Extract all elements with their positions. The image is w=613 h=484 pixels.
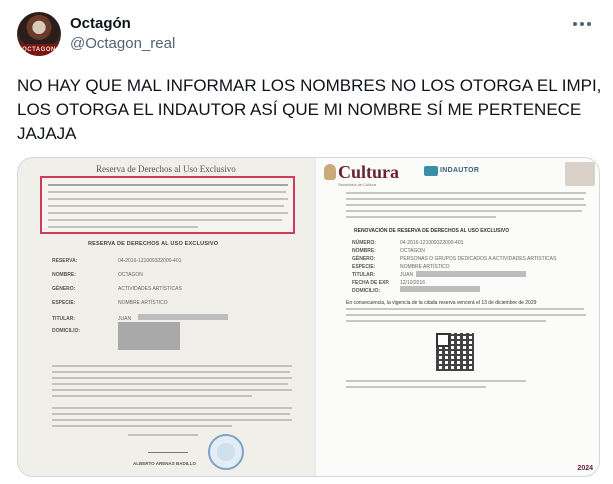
left-document [18, 158, 314, 477]
field-value: PERSONAS O GRUPOS DEDICADOS A ACTIVIDADES ARTÍSTICAS [400, 256, 557, 262]
redaction [416, 271, 526, 277]
handle[interactable]: @Octagon_real [70, 35, 176, 52]
field-label: NOMBRE: [52, 272, 76, 278]
field-value: JUAN [118, 316, 132, 322]
author-block [70, 14, 175, 54]
redaction [138, 314, 228, 320]
left-doc-subheader: RESERVA DE DERECHOS AL USO EXCLUSIVO [88, 241, 219, 247]
field-value: JUAN [400, 272, 414, 278]
display-name[interactable]: Octagón [70, 15, 131, 32]
avatar-text: OCTAGON [22, 47, 56, 53]
field-label: NOMBRE: [352, 248, 376, 254]
left-doc-header: Reserva de Derechos al Uso Exclusivo [96, 164, 236, 174]
field-label: ESPECIE: [52, 300, 76, 306]
field-value: 04-2016-121009322000-401 [400, 240, 464, 246]
redaction [400, 286, 480, 292]
renewal-text: En consecuencia, la vigencia de la citada reserva vencerá el 13 de diciembre de 2029 [346, 300, 537, 306]
field-value: 04-2016-121009322000-401 [118, 258, 182, 264]
field-label: RESERVA: [52, 258, 78, 264]
field-value: NOMBRE ARTÍSTICO [400, 264, 450, 270]
field-label: FECHA DE EXP. [352, 280, 390, 286]
media-image[interactable] [17, 157, 600, 477]
indautor-logo-icon [424, 166, 438, 176]
field-label: TITULAR: [52, 316, 76, 322]
cultura-logo-sub: Secretaría de Cultura [338, 182, 377, 187]
cultura-logo: Cultura [338, 162, 400, 182]
highlighted-paragraph [40, 176, 295, 234]
field-label: DOMICILIO: [352, 288, 381, 294]
field-label: GÉNERO: [352, 256, 376, 262]
official-seal [208, 434, 244, 470]
more-options-icon[interactable] [567, 14, 597, 34]
field-label: ESPECIE: [352, 264, 376, 270]
redaction [118, 322, 180, 350]
tweet-text: NO HAY QUE MAL INFORMAR LOS NOMBRES NO LOS OTORGA EL IMPI, LOS OTORGA EL INDAUTOR ASÍ QUE MI NOMBRE SÍ ME PERTENECE JAJAJA [17, 76, 602, 143]
field-value: ACTIVIDADES ARTÍSTICAS [118, 286, 182, 292]
field-label: TITULAR: [352, 272, 376, 278]
signature [148, 441, 188, 453]
field-label: DOMICILIO: [52, 328, 81, 334]
avatar-band [17, 44, 61, 56]
cultura-logo-icon [324, 164, 336, 180]
field-label: NÚMERO: [352, 240, 376, 246]
field-value: NOMBRE ARTÍSTICO [118, 300, 168, 306]
right-doc-section-title: RENOVACIÓN DE RESERVA DE DERECHOS AL USO EXCLUSIVO [354, 228, 510, 234]
field-value: 12/10/2016 [400, 280, 426, 286]
indautor-logo: INDAUTOR [440, 167, 480, 174]
field-label: GÉNERO: [52, 286, 76, 292]
avatar[interactable] [17, 12, 61, 56]
right-document [316, 158, 600, 477]
qr-code [436, 333, 474, 371]
corner-photo [565, 162, 595, 186]
field-value: OCTAGON [400, 248, 425, 254]
right-doc-footer: 2024 [577, 465, 593, 472]
signatory-name: ALBERTO ARENAS BADILLO [133, 461, 196, 466]
field-value: OCTAGON [118, 272, 143, 278]
